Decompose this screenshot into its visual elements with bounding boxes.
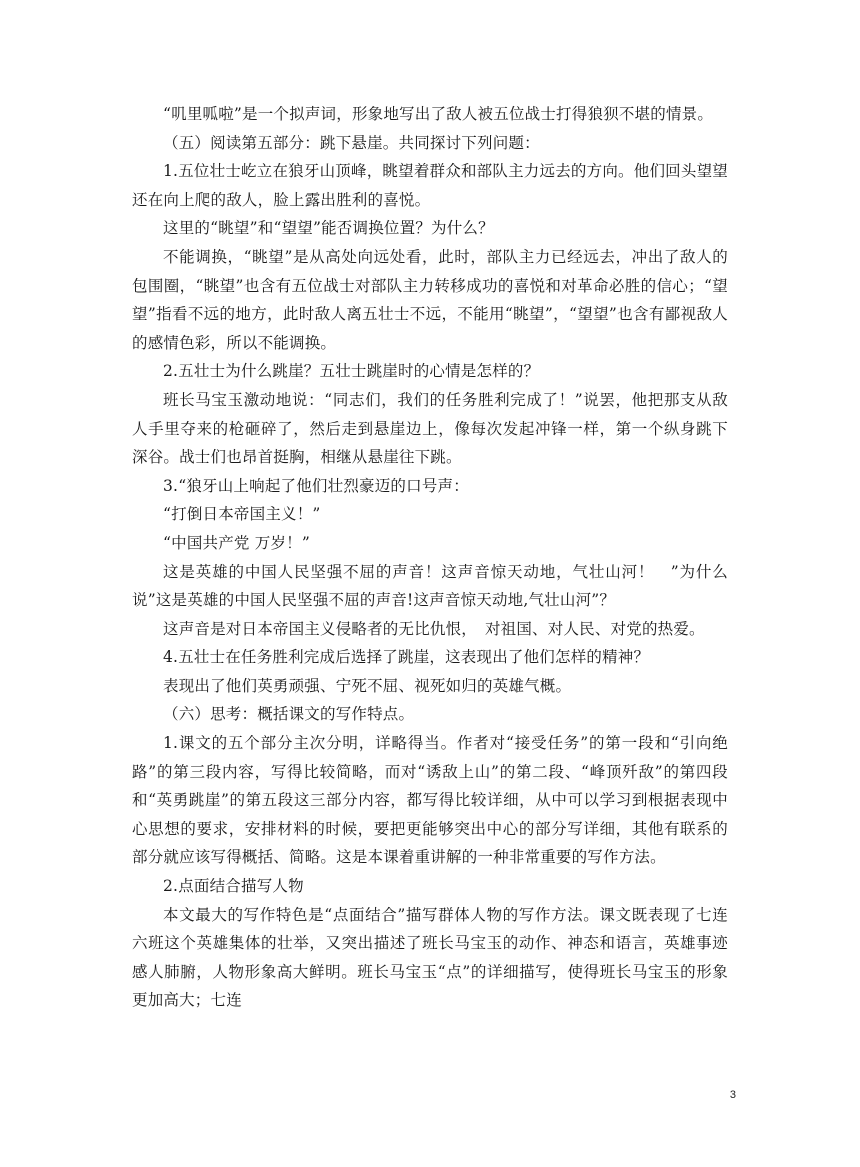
question-paragraph: 1.五位壮士屹立在狼牙山顶峰，眺望着群众和部队主力远去的方向。他们回头望望还在向上爬的敌人，脸上露出胜利的喜悦。 — [132, 162, 728, 209]
paragraph: “叽里呱啦”是一个拟声词，形象地写出了敌人被五位战士打得狼狈不堪的情景。 — [163, 105, 714, 123]
answer-paragraph: 班长马宝玉激动地说：“同志们，我们的任务胜利完成了！”说罢，他把那支从敌人手里夺来的枪砸碎了，然后走到悬崖边上，像每次发起冲锋一样，第一个纵身跳下深谷。战士们也昂首挺胸，相继从悬崖往下跳。 — [132, 390, 728, 467]
section-heading: （六）思考：概括课文的写作特点。 — [163, 705, 415, 724]
paragraph: 本文最大的写作特色是“点面结合”描写群体人物的写作方法。课文既表现了七连六班这个英雄集体的壮举，又突出描述了班长马宝玉的动作、神态和语言，英雄事迹感人肺腑，人物形象高大鲜明。班长马宝玉“点”的详细描写，使得班长马宝玉的形象更加高大；七连 — [132, 905, 728, 1010]
answer-paragraph: 不能调换，“眺望”是从高处向远处看，此时，部队主力已经远去，冲出了敌人的包围圈，“眺望”也含有五位战士对部队主力转移成功的喜悦和对革命必胜的信心；“望望”指看不远的地方，此时敌人离五壮士不远，不能用“眺望”，“望望”也含有鄙视敌人的感情色彩，所以不能调换。 — [132, 247, 728, 352]
quote-line: “打倒日本帝国主义！” — [163, 505, 321, 524]
question-paragraph: 2.五壮士为什么跳崖？五壮士跳崖时的心情是怎样的？ — [163, 362, 540, 381]
quote-line: “中国共产党 万岁！” — [163, 533, 310, 552]
section-heading: （五）阅读第五部分：跳下悬崖。共同探讨下列问题： — [163, 133, 540, 152]
subheading: 2.点面结合描写人物 — [163, 877, 304, 896]
document-body — [132, 100, 728, 1015]
question-paragraph: 3.“狼牙山上响起了他们壮烈豪迈的口号声： — [163, 476, 469, 495]
question-paragraph: 这里的“眺望”和“望望”能否调换位置？为什么？ — [163, 219, 494, 238]
answer-paragraph: 表现出了他们英勇顽强、宁死不屈、视死如归的英雄气概。 — [163, 676, 572, 695]
answer-paragraph: 这声音是对日本帝国主义侵略者的无比仇恨， 对祖国、对人民、对党的热爱。 — [163, 619, 705, 638]
question-paragraph: 4.五壮士在任务胜利完成后选择了跳崖，这表现出了他们怎样的精神？ — [163, 648, 650, 667]
question-paragraph: 这是英雄的中国人民坚强不屈的声音！这声音惊天动地，气壮山河！ ”为什么说”这是英雄的中国人民坚强不屈的声音!这声音惊天动地,气壮山河”？ — [132, 562, 728, 610]
paragraph: 1.课文的五个部分主次分明，详略得当。作者对“接受任务”的第一段和“引向绝路”的第三段内容，写得比较简略，而对“诱敌上山”的第二段、“峰顶歼敌”的第四段和“英勇跳崖”的第五段这三部分内容，都写得比较详细，从中可以学习到根据表现中心思想的要求，安排材料的时候，要把更能够突出中心的部分写详细，其他有联系的部分就应该写得概括、简略。这是本课着重讲解的一种非常重要的写作方法。 — [132, 734, 728, 867]
page-number: 3 — [729, 1089, 736, 1101]
